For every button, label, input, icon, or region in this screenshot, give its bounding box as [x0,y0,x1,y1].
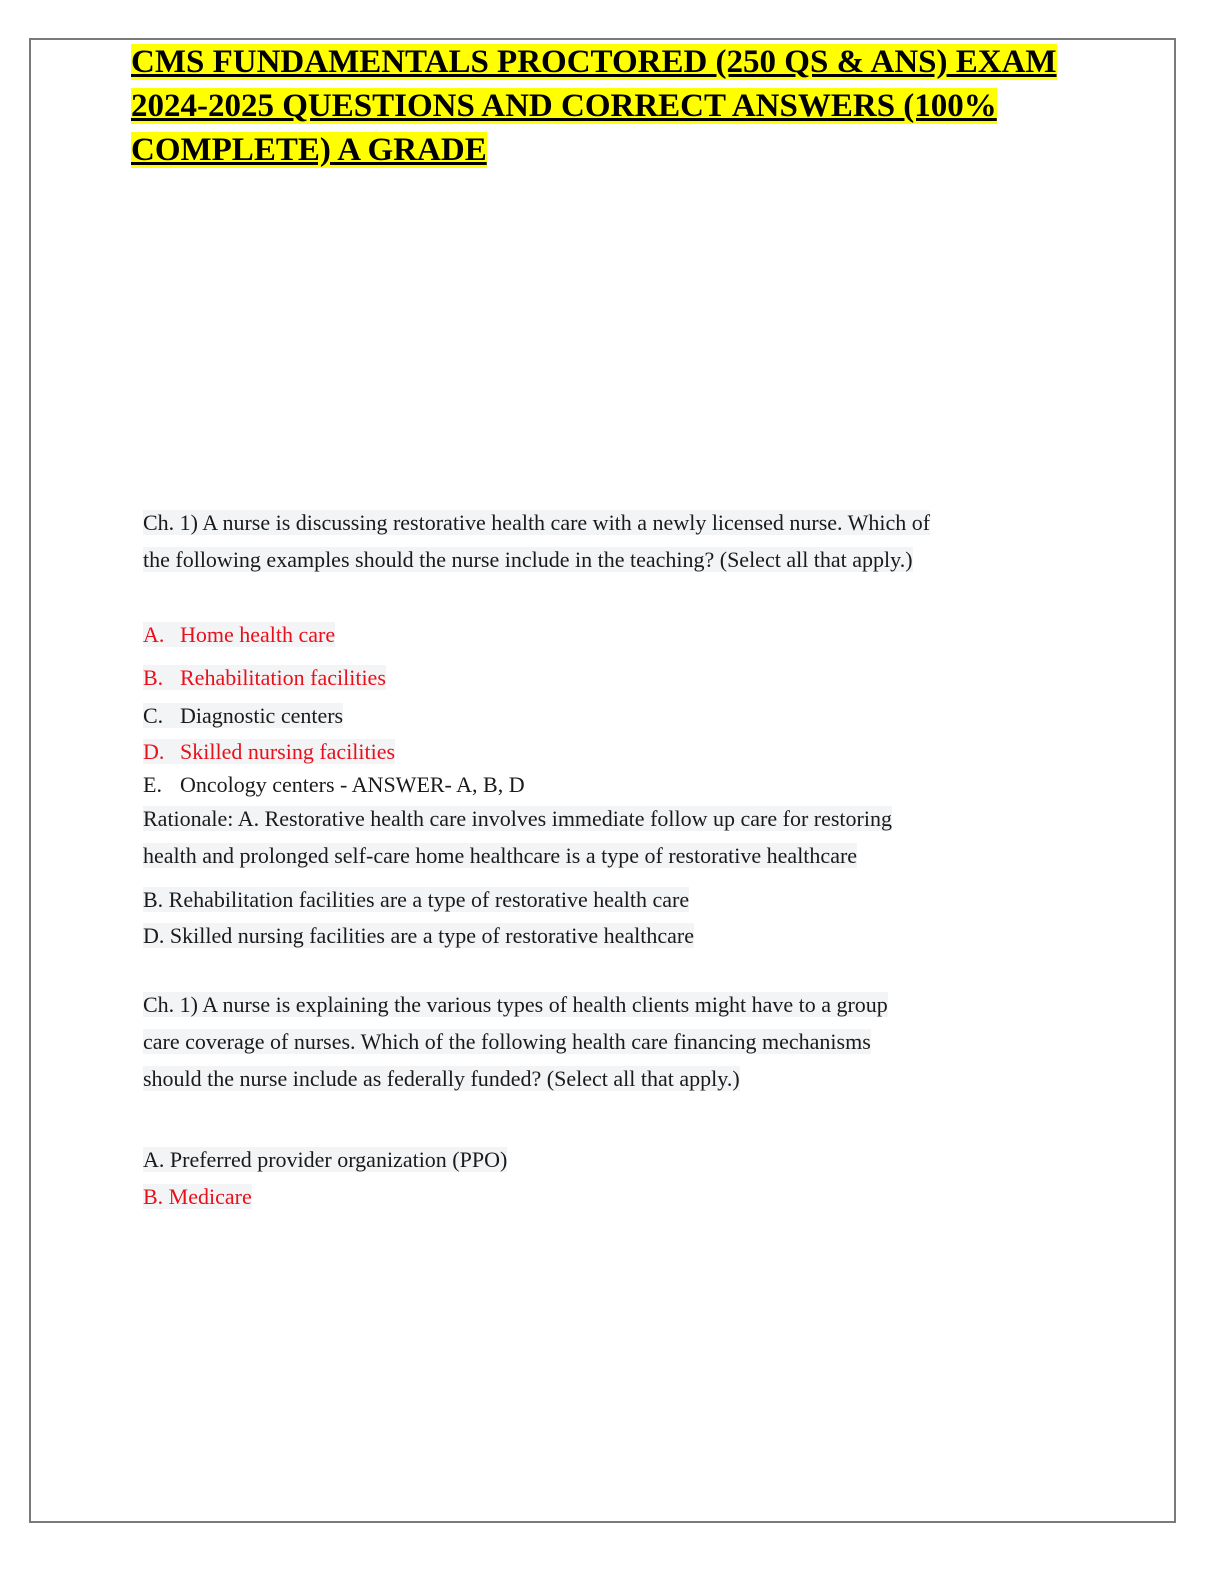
q2-option-b: B. Medicare [143,1184,252,1209]
q2-option-a: A. Preferred provider organization (PPO) [143,1147,508,1172]
question-2-line-2: care coverage of nurses. Which of the following health care financing mechanisms [143,1029,871,1054]
question-2 [143,986,1073,1097]
option-e: E. Oncology centers - ANSWER- A, B, D [143,772,525,797]
rationale-line-2: health and prolonged self-care home healthcare is a type of restorative healthcare [143,843,858,868]
question-2-line-3: should the nurse include as federally funded? (Select all that apply.) [143,1066,740,1091]
rationale-line-4: D. Skilled nursing facilities are a type of restorative healthcare [143,923,695,948]
question-1-line-1: Ch. 1) A nurse is discussing restorative health care with a newly licensed nurse. Which of [143,510,931,535]
question-2-line-1: Ch. 1) A nurse is explaining the various types of health clients might have to a group [143,992,888,1017]
option-c: C. Diagnostic centers [143,703,344,728]
question-1-options [143,616,1073,801]
option-a: A. Home health care [143,622,336,647]
question-1-line-2: the following examples should the nurse include in the teaching? (Select all that apply.) [143,547,913,572]
rationale-line-1: Rationale: A. Restorative health care involves immediate follow up care for restoring [143,806,892,831]
option-b: B. Rehabilitation facilities [143,665,386,690]
rationale-line-3: B. Rehabilitation facilities are a type of restorative health care [143,887,690,912]
question-2-options [143,1141,1073,1215]
question-1 [143,504,1073,578]
rationale [143,800,1073,953]
option-d: D. Skilled nursing facilities [143,739,396,764]
document-title: CMS FUNDAMENTALS PROCTORED (250 QS & ANS) EXAM 2024-2025 QUESTIONS AND CORRECT ANSWERS (100% COMPLETE) A GRADE [131,44,1057,168]
